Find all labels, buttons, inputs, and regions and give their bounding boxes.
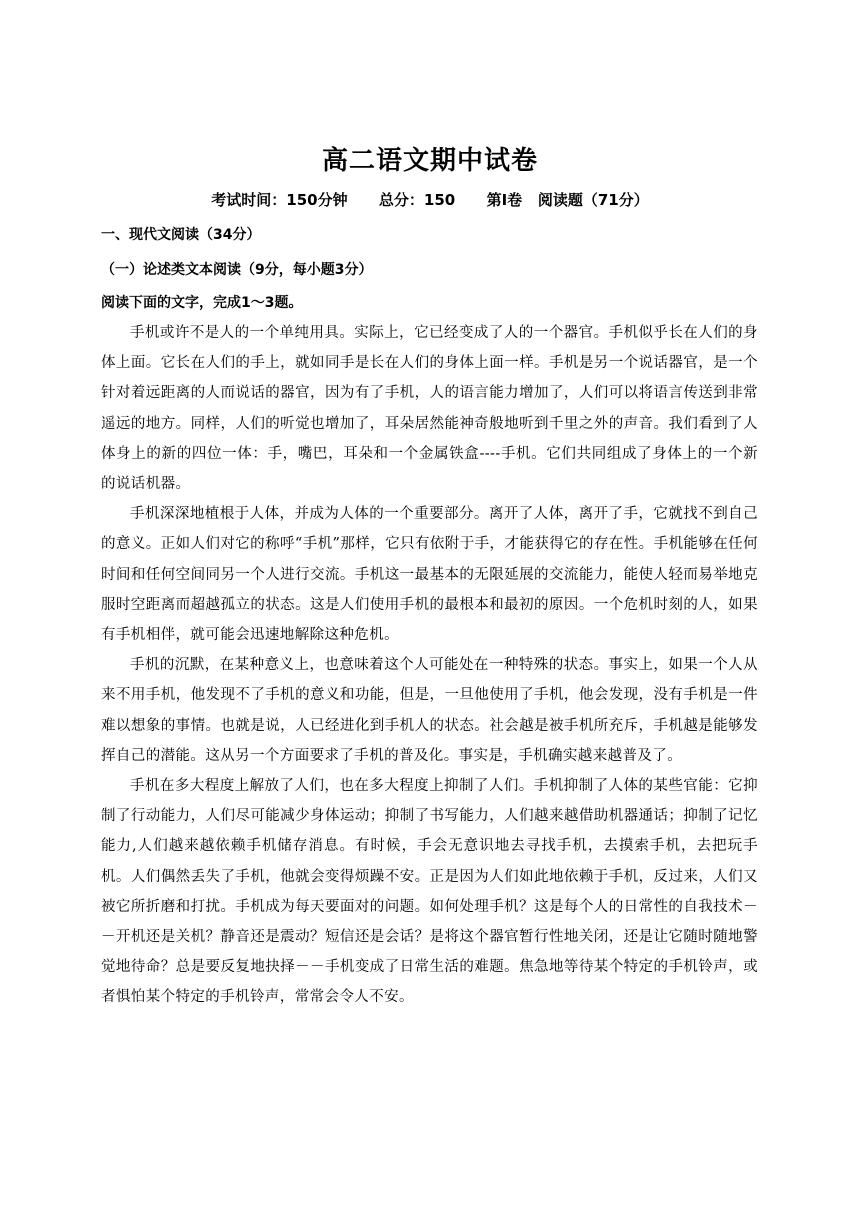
exam-title: 高二语文期中试卷 [321,146,538,176]
passage-paragraph-4: 手机在多大程度上解放了人们，也在多大程度上抑制了人们。手机抑制了人体的某些官能：它抑制了行动能力，人们尽可能减少身体运动；抑制了书写能力，人们越来越借助机器通话；抑制了记忆能力,人们越来越依赖手机储存消息。有时候，手会无意识地去寻找手机，去摸索手机，去把玩手机。人们偶然丢失了手机，他就会变得烦躁不安。正是因为人们如此地依赖于手机，反过来，人们又被它所折磨和打扰。手机成为每天要面对的问题。如何处理手机？这是每个人的日常性的自我技术－－开机还是关机？静音还是震动？短信还是会话？是将这个器官暂行性地关闭，还是让它随时随地警觉地待命？总是要反复地抉择－－手机变成了日常生活的难题。焦急地等待某个特定的手机铃声，或者惧怕某个特定的手机铃声，常常会令人不安。 [101,778,758,1006]
exam-meta-line: 考试时间：150分钟 总分：150 第Ⅰ卷 阅读题（71分） [211,191,649,209]
passage-body [101,318,758,1013]
passage-paragraph-2: 手机深深地植根于人体，并成为人体的一个重要部分。离开了人体，离开了手，它就找不到自己的意义。正如人们对它的称呼“手机”那样，它只有依附于手，才能获得它的存在性。手机能够在任何时间和任何空间同另一个人进行交流。手机这一最基本的无限延展的交流能力，能使人轻而易举地克服时空距离而超越孤立的状态。这是人们使用手机的最根本和最初的原因。一个危机时刻的人，如果有手机相伴，就可能会迅速地解除这种危机。 [101,506,758,644]
subsection-heading-argumentative: （一）论述类文本阅读（9分，每小题3分） [101,262,373,278]
passage-paragraph-1: 手机或许不是人的一个单纯用具。实际上，它已经变成了人的一个器官。手机似乎长在人们的身体上面。它长在人们的手上，就如同手是长在人们的身体上面一样。手机是另一个说话器官，是一个针对着远距离的人而说话的器官，因为有了手机，人的语言能力增加了，人们可以将语言传送到非常遥远的地方。同样，人们的听觉也增加了，耳朵居然能神奇般地听到千里之外的声音。我们看到了人体身上的新的四位一体：手，嘴巴，耳朵和一个金属铁盒----手机。它们共同组成了身体上的一个新的说话机器。 [101,325,758,493]
passage-paragraph-3: 手机的沉默，在某种意义上，也意味着这个人可能处在一种特殊的状态。事实上，如果一个人从来不用手机，他发现不了手机的意义和功能，但是，一旦他使用了手机，他会发现，没有手机是一件难以想象的事情。也就是说，人已经进化到手机人的状态。社会越是被手机所充斥，手机越是能够发挥自己的潜能。这从另一个方面要求了手机的普及化。事实是，手机确实越来越普及了。 [101,657,758,764]
reading-instruction: 阅读下面的文字，完成1～3题。 [101,295,303,311]
section-heading-modern-reading: 一、现代文阅读（34分） [101,227,261,243]
